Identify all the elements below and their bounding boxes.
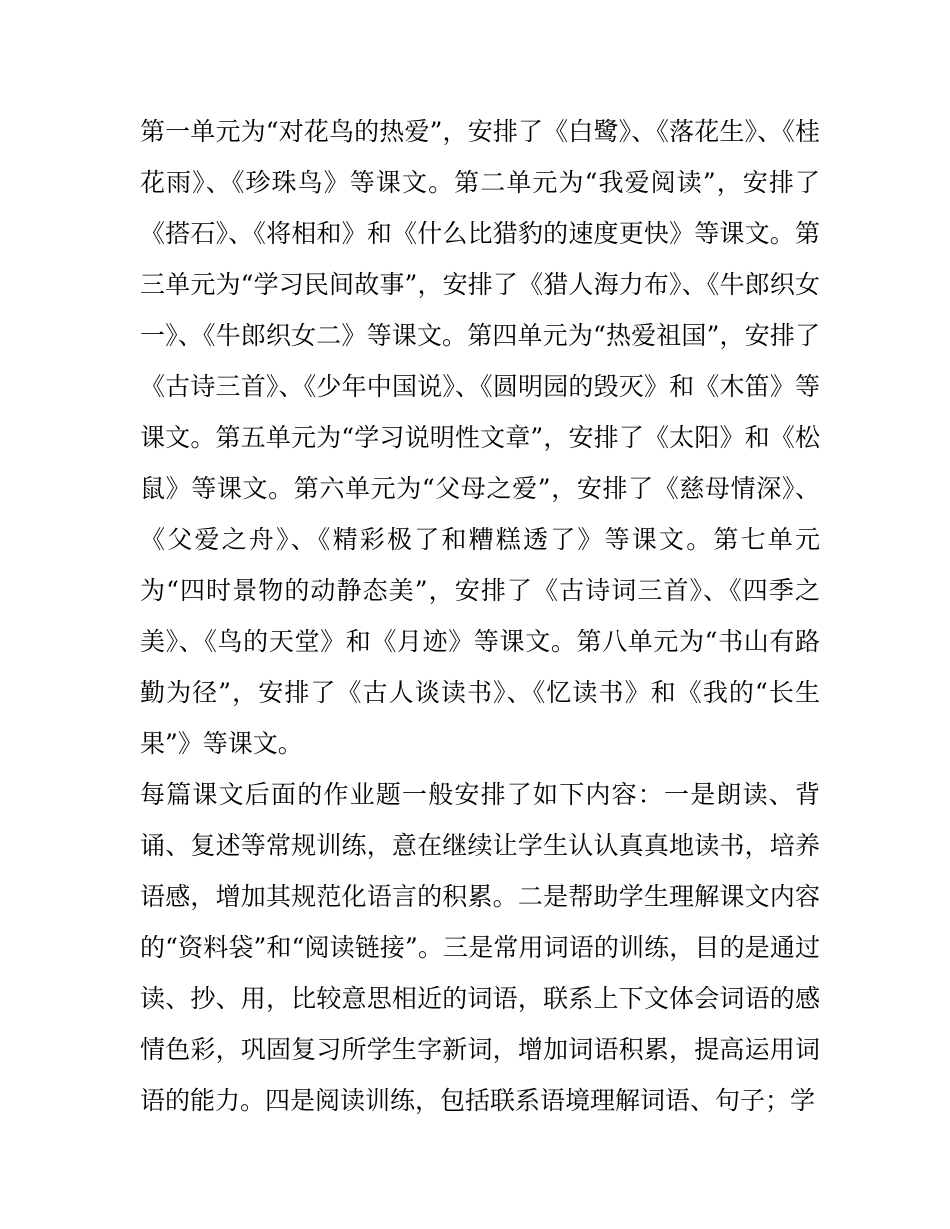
- paragraph-exercises: 每篇课文后面的作业题一般安排了如下内容：一是朗读、背诵、复述等常规训练，意在继续让学生认认真真地读书，培养语感，增加其规范化语言的积累。二是帮助学生理解课文内容的“资料袋”和“阅读链接”。三是常用词语的训练，目的是通过读、抄、用，比较意思相近的词语，联系上下文体会词语的感情色彩，巩固复习所学生字新词，增加词语积累，提高运用词语的能力。四是阅读训练，包括联系语境理解词语、句子；学: [140, 780, 820, 1115]
- paragraph-units: 第一单元为“对花鸟的热爱”，安排了《白鹭》、《落花生》、《桂花雨》、《珍珠鸟》等课文。第二单元为“我爱阅读”，安排了《搭石》、《将相和》和《什么比猎豹的速度更快》等课文。第三单元为“学习民间故事”，安排了《猎人海力布》、《牛郎织女一》、《牛郎织女二》等课文。第四单元为“热爱祖国”，安排了《古诗三首》、《少年中国说》、《圆明园的毁灭》和《木笛》等课文。第五单元为“学习说明性文章”，安排了《太阳》和《松鼠》等课文。第六单元为“父母之爱”，安排了《慈母情深》、《父爱之舟》、《精彩极了和糟糕透了》等课文。第七单元为“四时景物的动静态美”，安排了《古诗词三首》、《四季之美》、《鸟的天堂》和《月迹》等课文。第八单元为“书山有路勤为径”，安排了《古人谈读书》、《忆读书》和《我的“长生果”》等课文。: [140, 117, 820, 758]
- document-body: [140, 106, 820, 1126]
